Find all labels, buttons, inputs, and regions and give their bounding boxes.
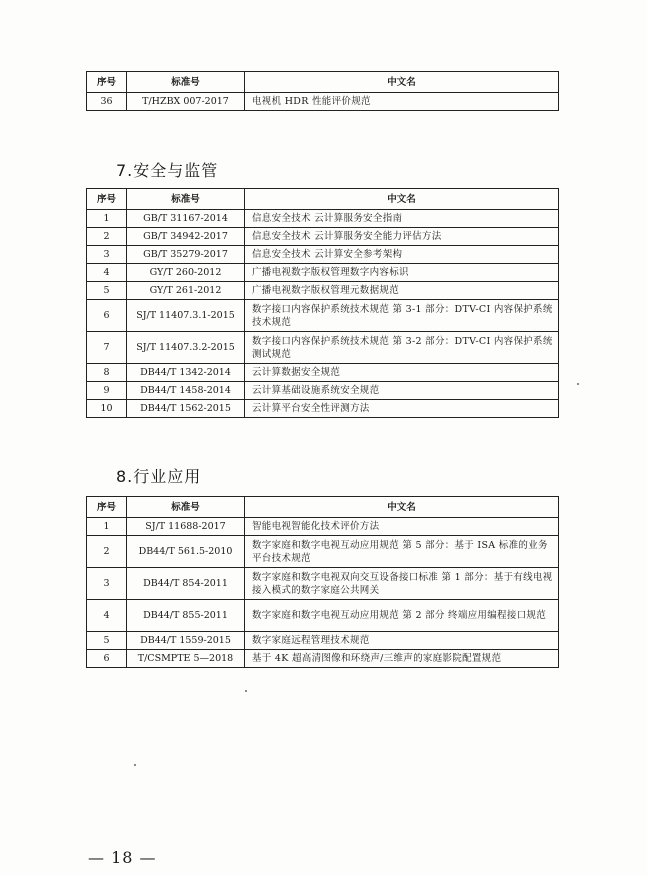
cell-no: 2 (87, 536, 127, 568)
scan-speck (245, 690, 247, 692)
section-title-industry: 8.行业应用 (116, 467, 202, 486)
table-row (87, 246, 559, 264)
header-name: 中文名 (245, 72, 559, 93)
header-no: 序号 (87, 189, 127, 210)
cell-no: 10 (87, 400, 127, 418)
standards-table-security (86, 188, 559, 418)
table-row (87, 518, 559, 536)
table-header-row (87, 72, 559, 93)
cell-no: 1 (87, 210, 127, 228)
header-no: 序号 (87, 72, 127, 93)
cell-name: 数字家庭和数字电视双向交互设备接口标准 第 1 部分：基于有线电视接入模式的数字家庭公共网关 (245, 568, 559, 600)
cell-name: 数字家庭和数字电视互动应用规范 第 5 部分：基于 ISA 标准的业务平台技术规范 (245, 536, 559, 568)
table-row (87, 282, 559, 300)
table-header-row (87, 189, 559, 210)
header-code: 标准号 (127, 497, 245, 518)
cell-code: DB44/T 1559-2015 (127, 632, 245, 650)
cell-no: 3 (87, 568, 127, 600)
cell-no: 4 (87, 600, 127, 632)
cell-code: GY/T 261-2012 (127, 282, 245, 300)
cell-code: GB/T 35279-2017 (127, 246, 245, 264)
cell-name: 数字接口内容保护系统技术规范 第 3-2 部分：DTV-CI 内容保护系统测试规范 (245, 332, 559, 364)
table-row (87, 210, 559, 228)
cell-name: 数字家庭远程管理技术规范 (245, 632, 559, 650)
cell-name: 数字家庭和数字电视互动应用规范 第 2 部分 终端应用编程接口规范 (245, 600, 559, 632)
cell-no: 8 (87, 364, 127, 382)
cell-no: 7 (87, 332, 127, 364)
cell-code: DB44/T 1458-2014 (127, 382, 245, 400)
table-row (87, 382, 559, 400)
header-name: 中文名 (245, 497, 559, 518)
scan-speck (134, 764, 136, 766)
table-row (87, 536, 559, 568)
cell-name: 智能电视智能化技术评价方法 (245, 518, 559, 536)
table-row (87, 400, 559, 418)
cell-code: T/CSMPTE 5—2018 (127, 650, 245, 668)
cell-code: SJ/T 11407.3.2-2015 (127, 332, 245, 364)
standards-table-continued (86, 71, 559, 111)
cell-name: 数字接口内容保护系统技术规范 第 3-1 部分：DTV-CI 内容保护系统技术规范 (245, 300, 559, 332)
cell-no: 4 (87, 264, 127, 282)
table-header-row (87, 497, 559, 518)
cell-code: DB44/T 855-2011 (127, 600, 245, 632)
cell-no: 5 (87, 632, 127, 650)
table-row (87, 228, 559, 246)
cell-code: DB44/T 561.5-2010 (127, 536, 245, 568)
scan-speck (577, 383, 579, 385)
header-name: 中文名 (245, 189, 559, 210)
cell-name: 云计算基础设施系统安全规范 (245, 382, 559, 400)
cell-name: 信息安全技术 云计算安全参考架构 (245, 246, 559, 264)
cell-no: 36 (87, 93, 127, 111)
cell-code: SJ/T 11688-2017 (127, 518, 245, 536)
page-number: — 18 — (88, 848, 157, 867)
cell-code: GB/T 34942-2017 (127, 228, 245, 246)
cell-name: 广播电视数字版权管理数字内容标识 (245, 264, 559, 282)
table-row (87, 332, 559, 364)
table-row (87, 600, 559, 632)
section-title-security: 7.安全与监管 (116, 161, 219, 180)
table-row (87, 93, 559, 111)
header-no: 序号 (87, 497, 127, 518)
cell-no: 3 (87, 246, 127, 264)
cell-code: DB44/T 1562-2015 (127, 400, 245, 418)
table-row (87, 650, 559, 668)
cell-no: 5 (87, 282, 127, 300)
cell-code: DB44/T 854-2011 (127, 568, 245, 600)
cell-name: 基于 4K 超高清图像和环绕声/三维声的家庭影院配置规范 (245, 650, 559, 668)
cell-no: 6 (87, 650, 127, 668)
table-row (87, 568, 559, 600)
cell-name: 信息安全技术 云计算服务安全指南 (245, 210, 559, 228)
cell-code: GY/T 260-2012 (127, 264, 245, 282)
cell-name: 云计算平台安全性评测方法 (245, 400, 559, 418)
cell-name: 电视机 HDR 性能评价规范 (245, 93, 559, 111)
table-row (87, 300, 559, 332)
cell-code: SJ/T 11407.3.1-2015 (127, 300, 245, 332)
cell-no: 6 (87, 300, 127, 332)
header-code: 标准号 (127, 72, 245, 93)
table-row (87, 264, 559, 282)
cell-name: 云计算数据安全规范 (245, 364, 559, 382)
cell-name: 广播电视数字版权管理元数据规范 (245, 282, 559, 300)
cell-no: 2 (87, 228, 127, 246)
table-row (87, 364, 559, 382)
cell-code: GB/T 31167-2014 (127, 210, 245, 228)
standards-table-industry (86, 496, 559, 668)
table-row (87, 632, 559, 650)
cell-code: T/HZBX 007-2017 (127, 93, 245, 111)
cell-code: DB44/T 1342-2014 (127, 364, 245, 382)
cell-name: 信息安全技术 云计算服务安全能力评估方法 (245, 228, 559, 246)
cell-no: 9 (87, 382, 127, 400)
header-code: 标准号 (127, 189, 245, 210)
cell-no: 1 (87, 518, 127, 536)
